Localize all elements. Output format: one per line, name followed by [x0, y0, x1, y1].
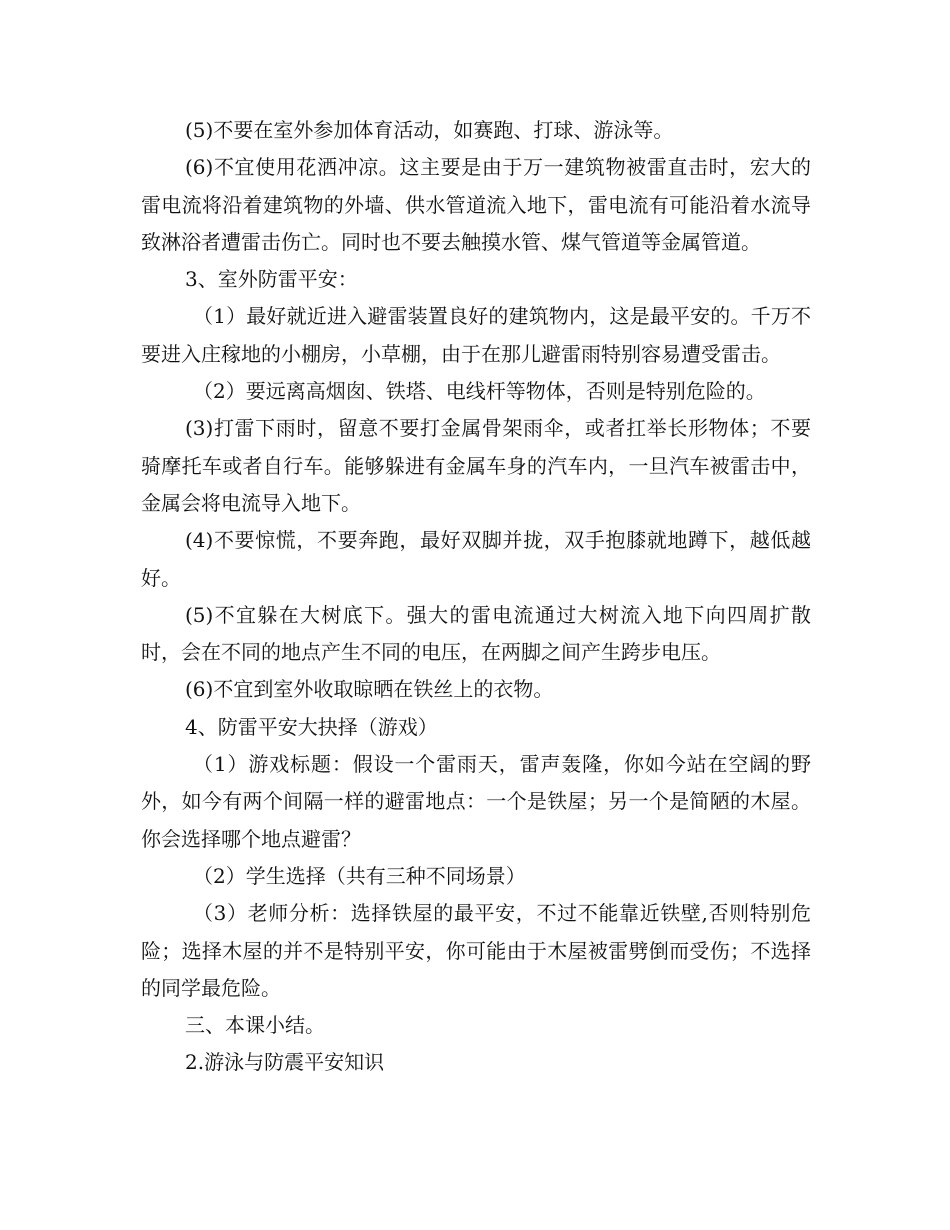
- section-heading-game: 4、防雷平安大抉择（游戏）: [185, 714, 438, 739]
- paragraph-item-1-shelter: （1）最好就近进入避雷装置良好的建筑物内，这是最平安的。千万不要进入庄稼地的小棚房，小草棚，由于在那儿避雷雨特别容易遭受雷击。: [141, 304, 811, 366]
- section-heading-swimming-earthquake: 2.游泳与防震平安知识: [185, 1050, 385, 1075]
- paragraph-item-2-tall-objects: （2）要远离高烟囱、铁塔、电线杆等物体，否则是特别危险的。: [193, 379, 766, 404]
- document-body: [141, 112, 811, 1082]
- paragraph-item-6-clothes: (6)不宜到室外收取晾晒在铁丝上的衣物。: [185, 677, 554, 702]
- paragraph-game-title: （1）游戏标题：假设一个雷雨天，雷声轰隆，你如今站在空阔的野外，如今有两个间隔一样的避雷地点：一个是铁屋；另一个是简陋的木屋。你会选择哪个地点避雷？: [141, 752, 811, 851]
- paragraph-item-5-outdoor-sports: (5)不要在室外参加体育活动，如赛跑、打球、游泳等。: [185, 118, 674, 142]
- paragraph-item-5-trees: (5)不宜躲在大树底下。强大的雷电流通过大树流入地下向四周扩散时，会在不同的地点产生不同的电压，在两脚之间产生跨步电压。: [141, 602, 811, 665]
- paragraph-item-3-umbrella: (3)打雷下雨时，留意不要打金属骨架雨伞，或者扛举长形物体；不要骑摩托车或者自行车。能够躲进有金属车身的汽车内，一旦汽车被雷击中，金属会将电流导入地下。: [141, 416, 811, 515]
- paragraph-student-choice: （2）学生选择（共有三种不同场景）: [193, 863, 526, 888]
- paragraph-item-4-crouch: (4)不要惊慌，不要奔跑，最好双脚并拢，双手抱膝就地蹲下，越低越好。: [141, 528, 811, 590]
- section-heading-outdoor-safety: 3、室外防雷平安：: [185, 267, 358, 292]
- paragraph-item-6-shower: (6)不宜使用花洒冲凉。这主要是由于万一建筑物被雷直击时，宏大的雷电流将沿着建筑物的外墙、供水管道流入地下，雷电流有可能沿着水流导致淋浴者遭雷击伤亡。同时也不要去触摸水管、煤气管道等金属管道。: [141, 155, 811, 254]
- section-heading-summary: 三、本课小结。: [185, 1013, 325, 1038]
- paragraph-teacher-analysis: （3）老师分析：选择铁屋的最平安，不过不能靠近铁壁,否则特别危险；选择木屋的并不是特别平安，你可能由于木屋被雷劈倒而受伤；不选择的同学最危险。: [141, 901, 811, 1000]
